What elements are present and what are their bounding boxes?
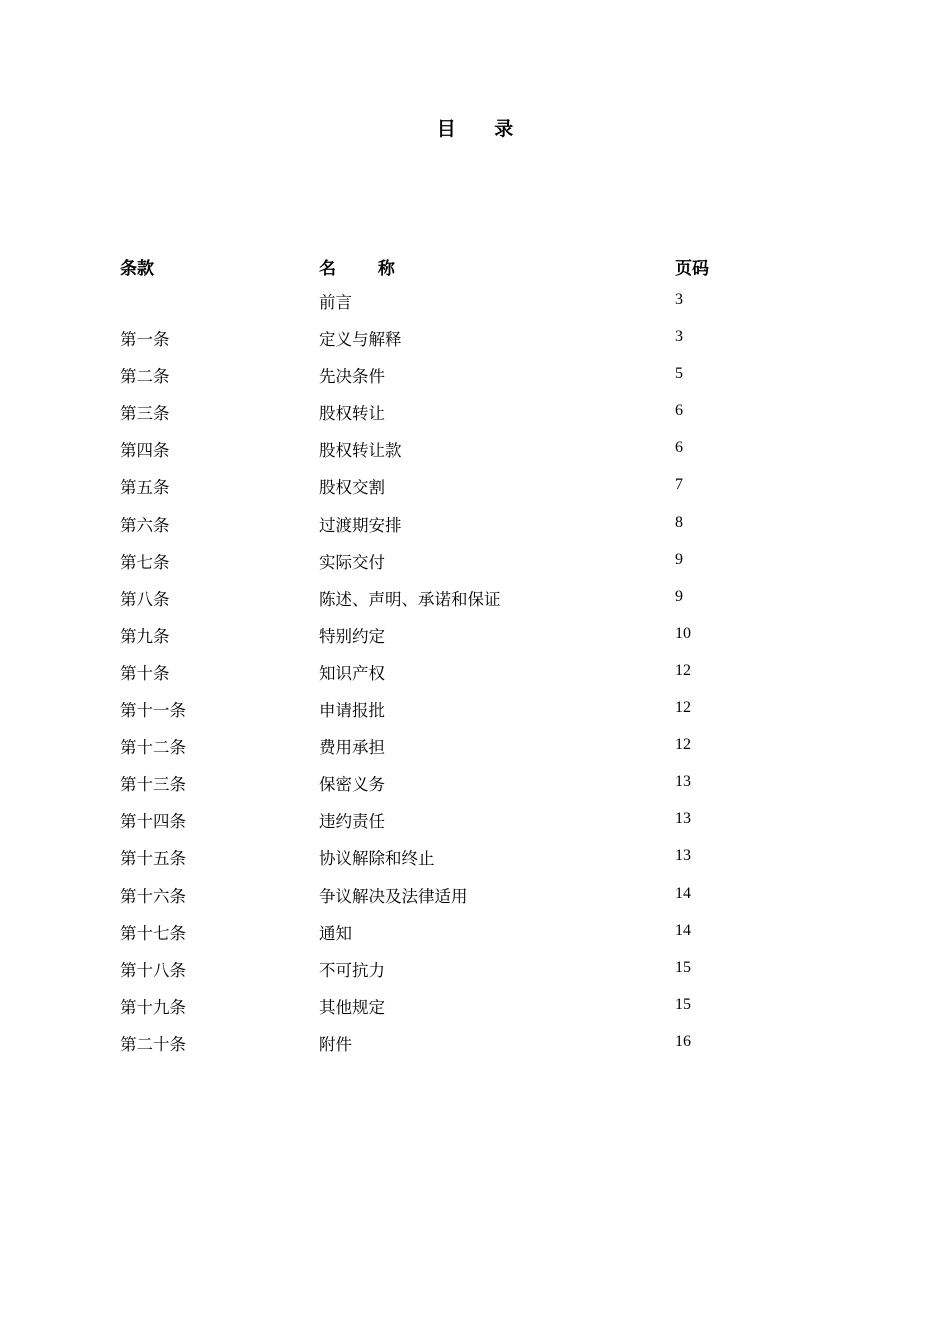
toc-clause-name: 附件: [319, 1034, 352, 1054]
toc-page-number: 5: [675, 365, 683, 383]
toc-clause-number: 第三条: [120, 404, 170, 424]
toc-clause-number: 第二十条: [120, 1034, 186, 1054]
toc-clause-name: 定义与解释: [319, 330, 402, 350]
toc-row: [0, 694, 950, 731]
toc-row: [0, 434, 950, 471]
toc-clause-number: 第十二条: [120, 738, 186, 758]
toc-row: [0, 360, 950, 397]
toc-clause-name: 违约责任: [319, 812, 385, 832]
toc-clause-name: 股权交割: [319, 478, 385, 498]
toc-clause-name: 实际交付: [319, 552, 385, 572]
toc-page-number: 13: [675, 810, 691, 828]
toc-clause-number: 第十六条: [120, 886, 186, 906]
toc-clause-number: 第十九条: [120, 997, 186, 1017]
header-name: 名 称: [319, 259, 413, 279]
toc-clause-name: 争议解决及法律适用: [319, 886, 468, 906]
toc-row: [0, 880, 950, 917]
toc-clause-name: 费用承担: [319, 738, 385, 758]
toc-page-number: 16: [675, 1032, 691, 1050]
toc-row: [0, 731, 950, 768]
toc-clause-name: 过渡期安排: [319, 515, 402, 535]
toc-clause-name: 知识产权: [319, 663, 385, 683]
toc-page-number: 12: [675, 699, 691, 717]
toc-clause-name: 股权转让款: [319, 441, 402, 461]
toc-row: [0, 509, 950, 546]
toc-page-number: 7: [675, 476, 683, 494]
toc-clause-number: 第八条: [120, 589, 170, 609]
toc-page-number: 8: [675, 513, 683, 531]
toc-page-number: 9: [675, 587, 683, 605]
toc-list: [0, 286, 950, 1065]
toc-page-number: 15: [675, 995, 691, 1013]
toc-row: [0, 991, 950, 1028]
toc-page-number: 15: [675, 958, 691, 976]
toc-clause-number: 第二条: [120, 367, 170, 387]
toc-page-number: 3: [675, 291, 683, 308]
toc-clause-name: 股权转让: [319, 404, 385, 424]
toc-clause-number: 第九条: [120, 626, 170, 646]
toc-row: [0, 583, 950, 620]
toc-clause-number: 第十一条: [120, 701, 186, 721]
toc-row: [0, 954, 950, 991]
toc-clause-name: 其他规定: [319, 997, 385, 1017]
toc-header: [0, 254, 950, 278]
toc-clause-number: 第四条: [120, 441, 170, 461]
toc-row: [0, 768, 950, 805]
toc-page-number: 14: [675, 884, 691, 902]
toc-page-number: 13: [675, 847, 691, 865]
toc-page-number: 10: [675, 624, 691, 642]
toc-clause-name: 保密义务: [319, 775, 385, 795]
page-title: 目 录: [436, 118, 530, 140]
toc-row: [0, 546, 950, 583]
toc-row: [0, 657, 950, 694]
toc-clause-name: 通知: [319, 923, 352, 943]
header-page: 页码: [675, 259, 709, 279]
toc-clause-name: 特别约定: [319, 626, 385, 646]
toc-clause-number: 第一条: [120, 330, 170, 350]
toc-row: [0, 397, 950, 434]
toc-page-number: 6: [675, 402, 683, 420]
toc-page-number: 12: [675, 736, 691, 754]
toc-clause-number: 第十八条: [120, 960, 186, 980]
toc-clause-number: 第十三条: [120, 775, 186, 795]
toc-row: [0, 805, 950, 842]
toc-clause-name: 不可抗力: [319, 960, 385, 980]
toc-page-number: 12: [675, 661, 691, 679]
toc-clause-number: 第十条: [120, 663, 170, 683]
toc-row: [0, 620, 950, 657]
toc-clause-name: 陈述、声明、承诺和保证: [319, 589, 501, 609]
toc-clause-number: 第十四条: [120, 812, 186, 832]
toc-clause-number: 第十五条: [120, 849, 186, 869]
toc-clause-name: 协议解除和终止: [319, 849, 435, 869]
toc-row: [0, 842, 950, 879]
header-clause: 条款: [120, 259, 154, 279]
toc-clause-name: 申请报批: [319, 701, 385, 721]
toc-row: [0, 286, 950, 323]
toc-row: [0, 323, 950, 360]
toc-clause-name: 前言: [319, 293, 352, 312]
toc-page-number: 13: [675, 773, 691, 791]
toc-row: [0, 471, 950, 508]
toc-page-number: 6: [675, 439, 683, 457]
toc-clause-number: 第七条: [120, 552, 170, 572]
toc-row: [0, 1028, 950, 1065]
toc-page-number: 3: [675, 328, 683, 346]
toc-clause-name: 先决条件: [319, 367, 385, 387]
toc-clause-number: 第十七条: [120, 923, 186, 943]
toc-clause-number: 第五条: [120, 478, 170, 498]
toc-row: [0, 917, 950, 954]
toc-page-number: 9: [675, 550, 683, 568]
toc-clause-number: 第六条: [120, 515, 170, 535]
toc-page-number: 14: [675, 921, 691, 939]
